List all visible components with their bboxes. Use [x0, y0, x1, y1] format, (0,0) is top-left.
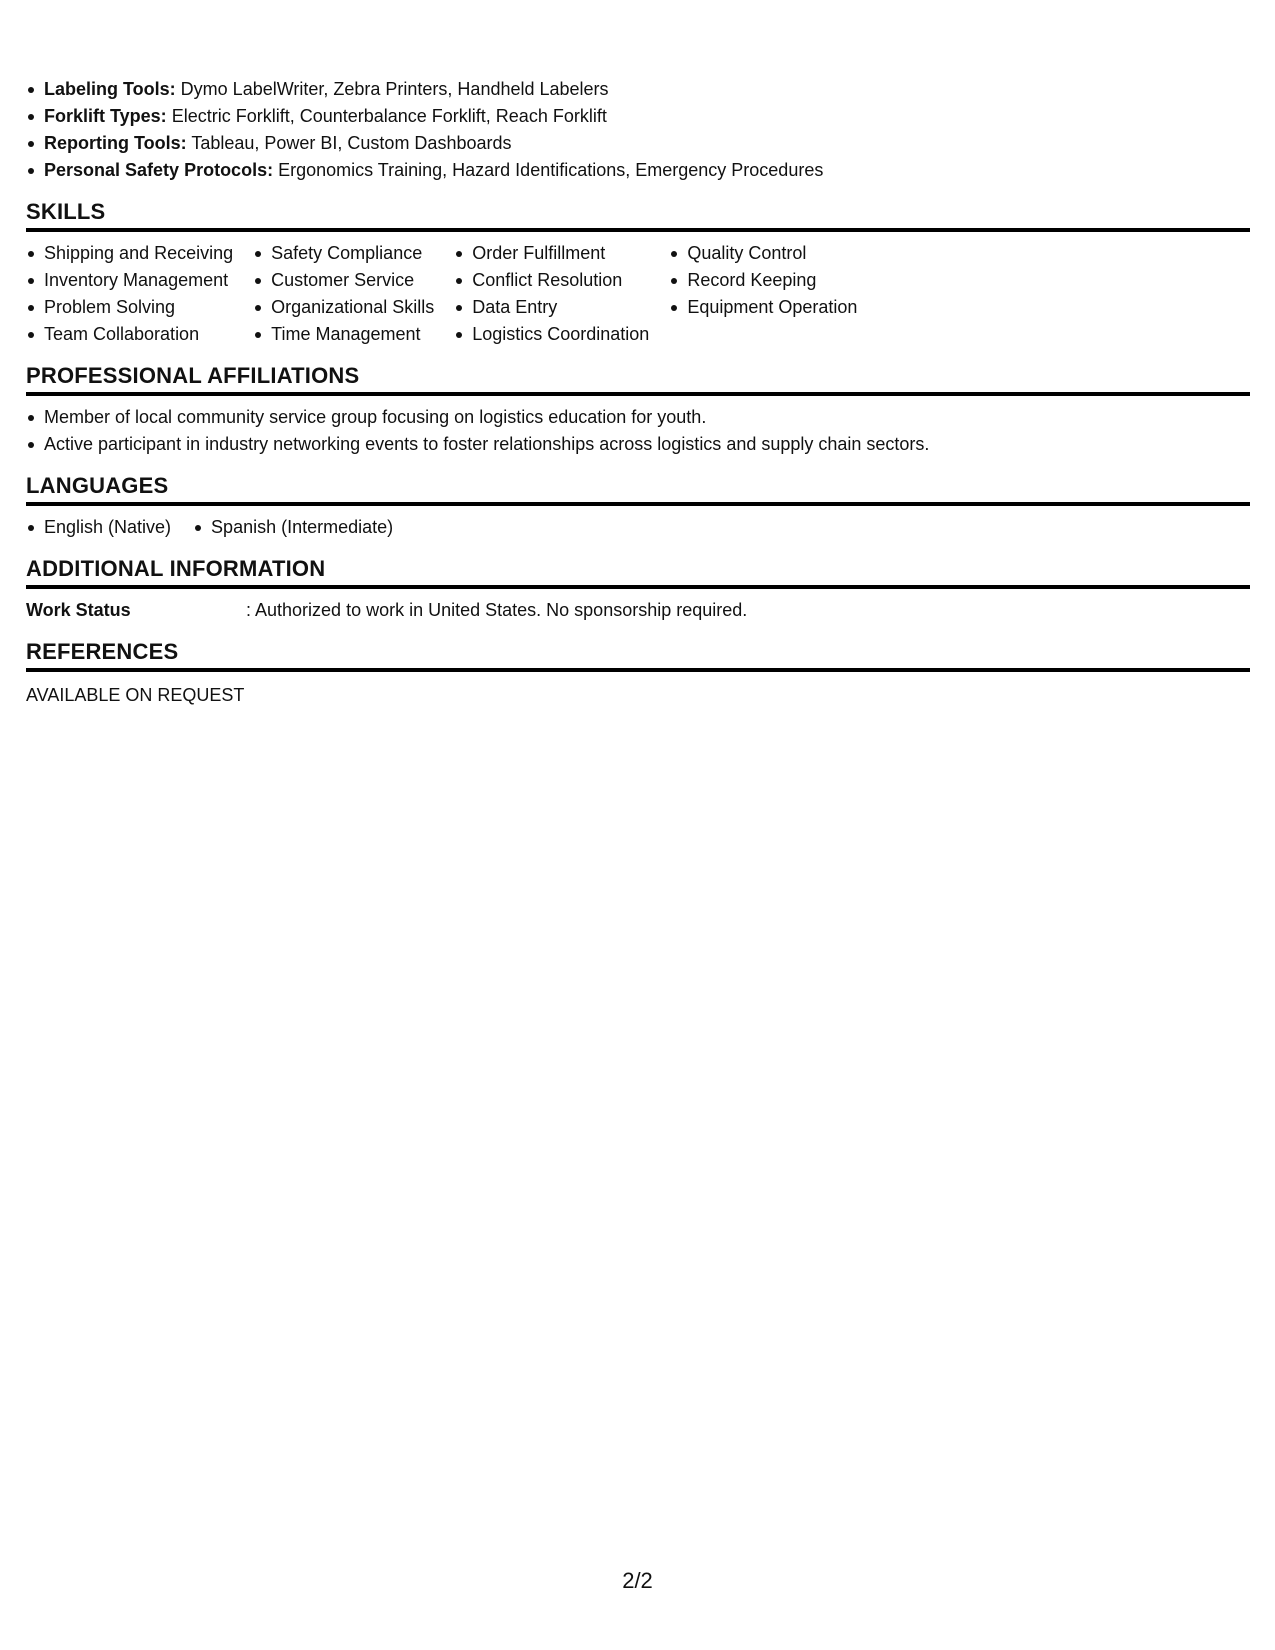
- skills-column: [26, 240, 233, 348]
- languages-list: [26, 514, 1250, 541]
- languages-section: [26, 472, 1250, 541]
- work-status-value: : Authorized to work in United States. No sponsorship required.: [246, 600, 748, 620]
- list-item: Equipment Operation: [669, 294, 857, 321]
- list-item: Customer Service: [253, 267, 434, 294]
- section-title: LANGUAGES: [26, 472, 1250, 506]
- references-section: [26, 638, 1250, 709]
- list-item: Active participant in industry networking events to foster relationships across logistics and supply chain sectors.: [26, 431, 1250, 458]
- tool-label: Forklift Types:: [44, 106, 167, 126]
- tool-value: Ergonomics Training, Hazard Identifications, Emergency Procedures: [273, 160, 824, 180]
- list-item: Logistics Coordination: [454, 321, 649, 348]
- list-item: Team Collaboration: [26, 321, 233, 348]
- skills-column: [253, 240, 434, 348]
- list-item: Member of local community service group focusing on logistics education for youth.: [26, 404, 1250, 431]
- additional-info-section: [26, 555, 1250, 624]
- list-item: Organizational Skills: [253, 294, 434, 321]
- resume-page: [26, 76, 1250, 709]
- tool-label: Personal Safety Protocols:: [44, 160, 274, 180]
- section-title: PROFESSIONAL AFFILIATIONS: [26, 362, 1250, 396]
- list-item: Problem Solving: [26, 294, 233, 321]
- list-item: Data Entry: [454, 294, 649, 321]
- tool-value: Electric Forklift, Counterbalance Forklift, Reach Forklift: [166, 106, 607, 126]
- list-item: Safety Compliance: [253, 240, 434, 267]
- list-item: Time Management: [253, 321, 434, 348]
- section-title: ADDITIONAL INFORMATION: [26, 555, 1250, 589]
- skills-grid: [26, 240, 1250, 348]
- list-item: [26, 103, 1250, 130]
- list-item: Record Keeping: [669, 267, 857, 294]
- list-item: English (Native): [26, 514, 171, 541]
- affiliations-section: [26, 362, 1250, 458]
- skills-column: [454, 240, 649, 348]
- list-item: Order Fulfillment: [454, 240, 649, 267]
- tool-label: Reporting Tools:: [44, 133, 187, 153]
- tools-list: [26, 76, 1250, 184]
- work-status-label: Work Status: [26, 600, 131, 620]
- list-item: [26, 130, 1250, 157]
- list-item: Shipping and Receiving: [26, 240, 233, 267]
- section-title: SKILLS: [26, 198, 1250, 232]
- list-item: [26, 76, 1250, 103]
- list-item: Conflict Resolution: [454, 267, 649, 294]
- skills-section: [26, 198, 1250, 348]
- page-number: 2/2: [622, 1568, 653, 1593]
- tool-value: Tableau, Power BI, Custom Dashboards: [186, 133, 512, 153]
- affiliations-list: [26, 404, 1250, 458]
- skills-column: [669, 240, 857, 348]
- tool-value: Dymo LabelWriter, Zebra Printers, Handheld Labelers: [175, 79, 609, 99]
- work-status-row: [26, 597, 1250, 624]
- list-item: [26, 157, 1250, 184]
- references-text: AVAILABLE ON REQUEST: [26, 685, 245, 705]
- list-item: Quality Control: [669, 240, 857, 267]
- list-item: Spanish (Intermediate): [193, 514, 393, 541]
- section-title: REFERENCES: [26, 638, 1250, 672]
- tool-label: Labeling Tools:: [44, 79, 176, 99]
- list-item: Inventory Management: [26, 267, 233, 294]
